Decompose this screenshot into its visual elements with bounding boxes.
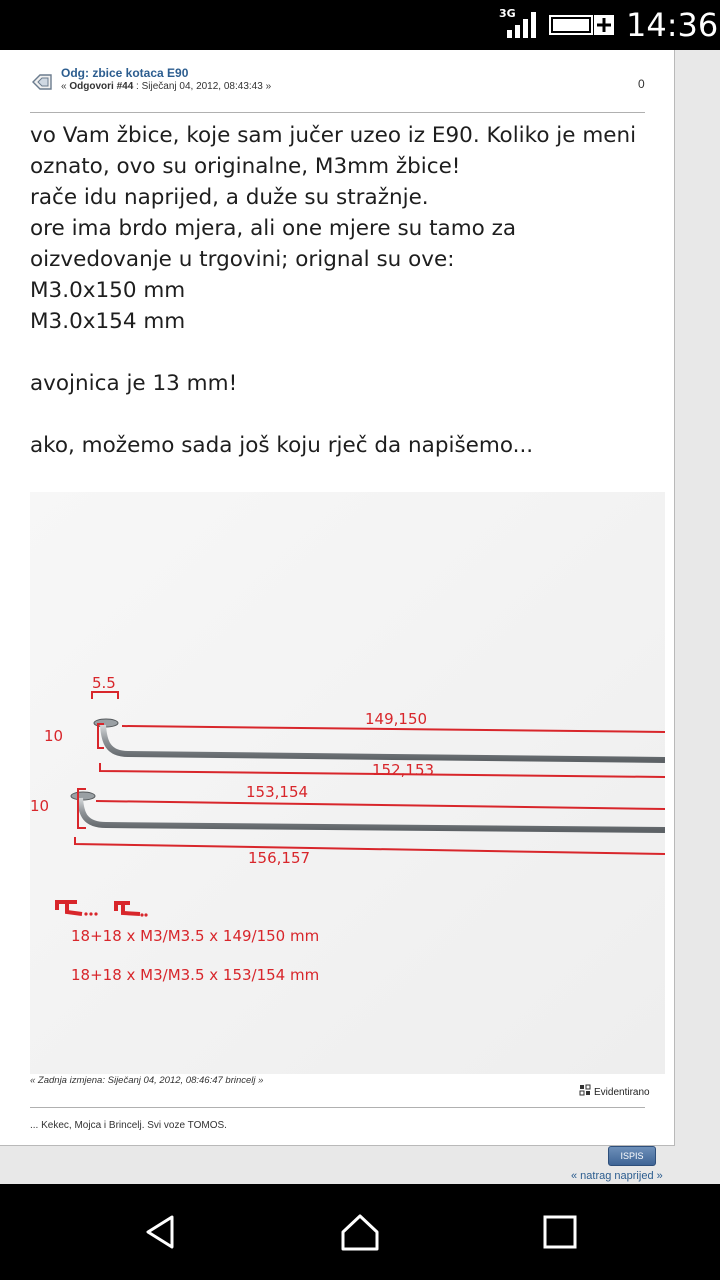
back-icon[interactable] (140, 1212, 180, 1252)
body-line: rače idu naprijed, a duže su stražnje. (30, 185, 429, 210)
recent-apps-icon[interactable] (540, 1212, 580, 1252)
last-edit-note: « Zadnja izmjena: Siječanj 04, 2012, 08:46:47 brincelj » (30, 1075, 264, 1086)
network-type: 3G (499, 7, 516, 20)
clock: 14:36 (626, 6, 719, 44)
print-button[interactable]: ISPIS (608, 1146, 656, 1166)
post-title-link[interactable]: Odg: zbice kotaca E90 (61, 66, 189, 80)
label-height-bottom: 10 (30, 797, 50, 815)
body-line: oznato, ovo su originalne, M3mm žbice! (30, 154, 461, 179)
logged-link[interactable]: Evidentirano (594, 1087, 650, 1098)
prev-next-links[interactable]: « natrag naprijed » (571, 1170, 663, 1182)
post-container (0, 50, 675, 1146)
android-nav-bar (0, 1184, 720, 1280)
user-signature: ... Kekec, Mojca i Brincelj. Svi voze TOMOS. (30, 1120, 227, 1131)
label-spec-rear: 18+18 x M3/M3.5 x 153/154 mm (71, 966, 320, 984)
body-line: M3.0x150 mm (30, 278, 186, 303)
body-line (30, 337, 670, 368)
spokes-photo[interactable] (30, 492, 665, 1074)
status-bar (0, 0, 720, 50)
signature-divider (30, 1107, 645, 1108)
battery-charging-icon (549, 14, 615, 36)
signal-icon (505, 12, 539, 38)
label-spec-front: 18+18 x M3/M3.5 x 149/150 mm (71, 927, 320, 945)
post-message-icon (30, 72, 54, 92)
post-date: : Siječanj 04, 2012, 08:43:43 » (133, 81, 272, 92)
body-line: ore ima brdo mjera, ali one mjere su tamo za (30, 216, 517, 241)
post-body (30, 120, 670, 461)
label-spoke1-inner: 149,150 (365, 710, 428, 728)
reply-number-link[interactable]: Odgovori #44 (69, 81, 134, 92)
body-line: avojnica je 13 mm! (30, 371, 238, 396)
label-spoke2-inner: 153,154 (246, 783, 309, 801)
body-line (30, 399, 670, 430)
home-icon[interactable] (340, 1212, 380, 1252)
report-icon[interactable] (579, 1084, 593, 1096)
body-line: M3.0x154 mm (30, 309, 186, 334)
label-spoke1-outer: 152,153 (372, 761, 435, 779)
post-karma-count: 0 (638, 77, 645, 91)
meta-prefix: « (61, 81, 70, 92)
header-divider (30, 112, 645, 113)
body-line: oizvedovanje u trgovini; orignal su ove: (30, 247, 455, 272)
label-spoke2-outer: 156,157 (248, 849, 311, 867)
label-height-top: 10 (44, 727, 64, 745)
label-head-width: 5.5 (92, 674, 116, 692)
body-line: ako, možemo sada još koju rječ da napišemo... (30, 433, 534, 458)
post-meta (61, 81, 271, 92)
forum-page[interactable] (0, 50, 720, 1184)
body-line: vo Vam žbice, koje sam jučer uzeo iz E90. Koliko je meni (30, 123, 637, 148)
